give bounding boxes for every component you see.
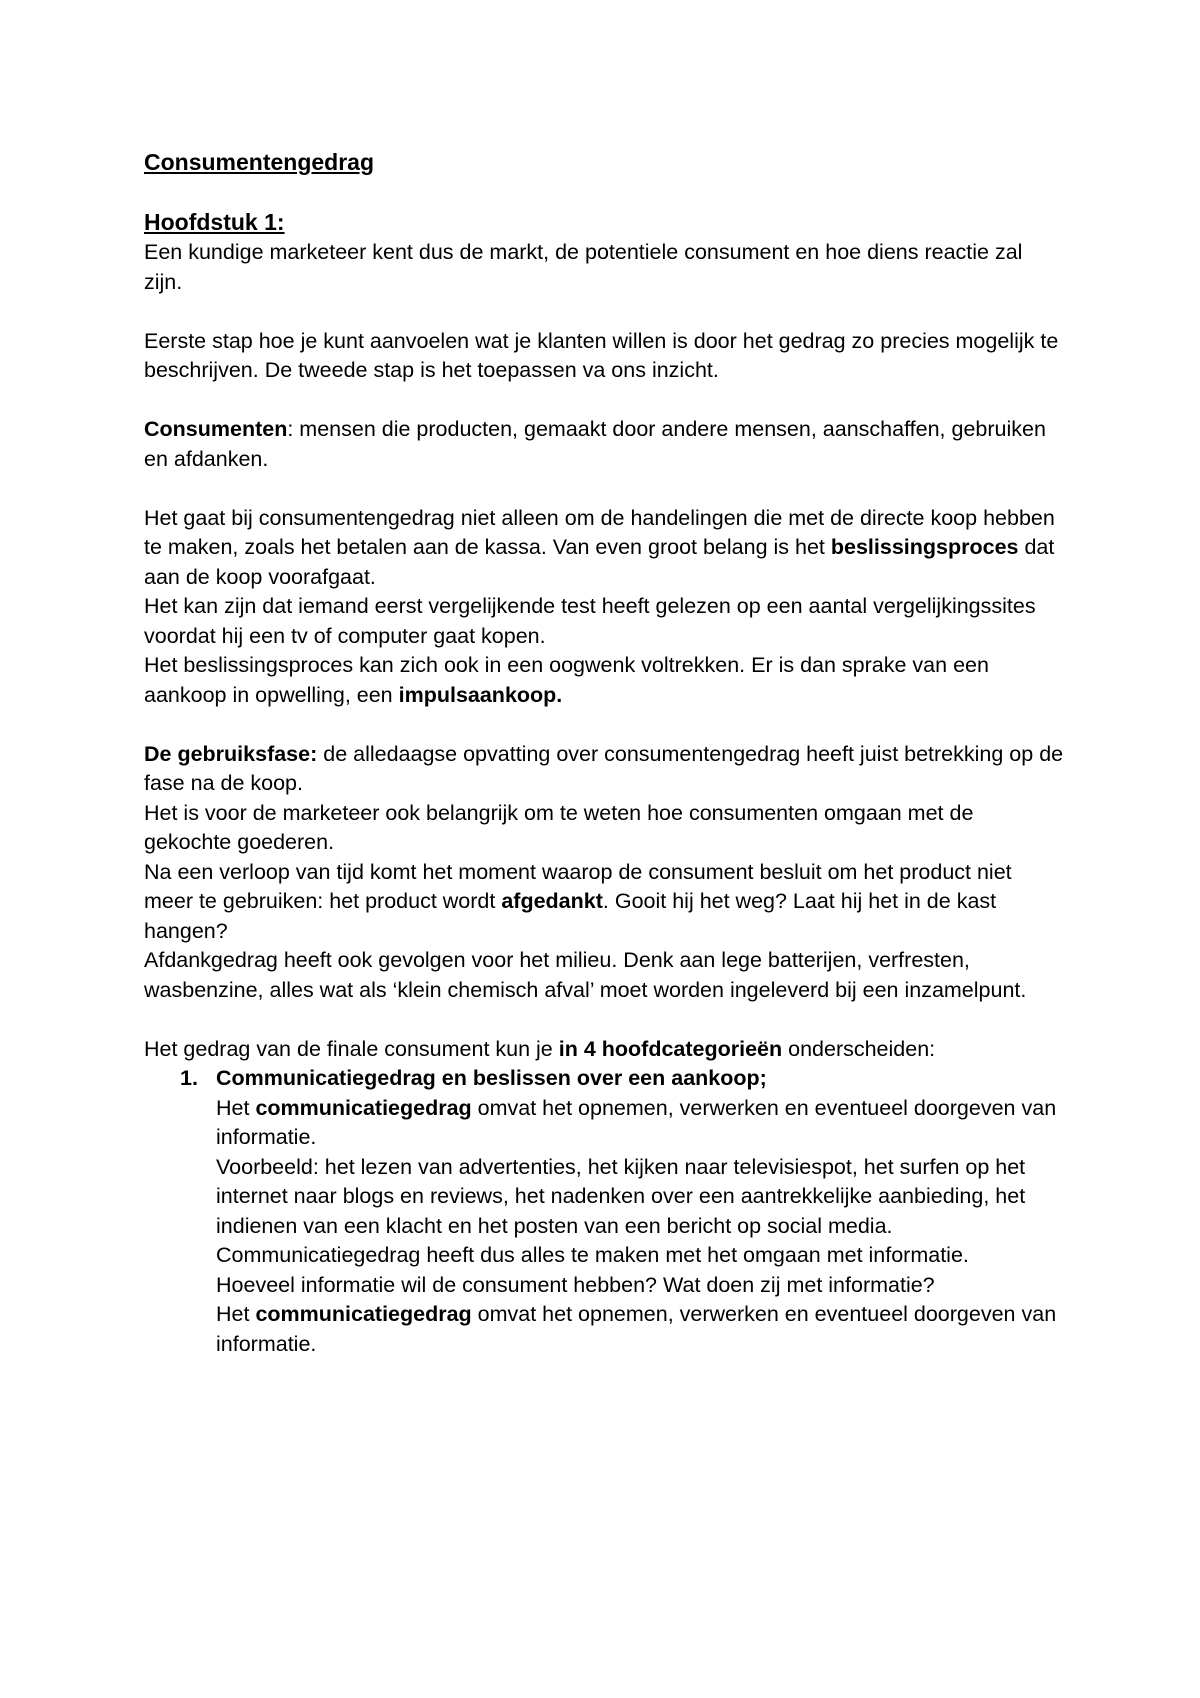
paragraph-intro: Een kundige marketeer kent dus de markt, de potentiele consument en hoe diens reactie zal zijn. [144,240,1023,294]
text-span: dat aan de koop voorafgaat. [144,535,1055,589]
paragraph-environment: Afdankgedrag heeft ook gevolgen voor het milieu. Denk aan lege batterijen, verfresten, wasbenzine, alles wat als ‘klein chemisch afval’ moet worden ingeleverd bij een inzamelpunt. [144,948,1027,1002]
list-line [216,1300,1064,1359]
categories-list [144,1064,1064,1359]
list-line: Communicatiegedrag heeft dus alles te maken met het omgaan met informatie. [216,1243,969,1267]
text-span: Het [216,1095,256,1120]
paragraph-categories [144,1035,1064,1065]
list-number: 1. [180,1066,198,1090]
paragraph-impulse [144,651,1064,710]
text-span: Het gaat bij consumentengedrag niet alleen om de handelingen die met de directe koop hebben te maken, zoals het betalen aan de kassa. Van even groot belang is het [144,505,1055,559]
text-span: Het [216,1302,256,1326]
text-span: Na een verloop van tijd komt het moment waarop de consument besluit om het product niet meer te gebruiken: het product wordt [144,859,1012,913]
paragraph-comparison-sites: Het kan zijn dat iemand eerst vergelijkende test heeft gelezen op een aantal vergelijkingssites voordat hij een tv of computer gaat kopen. [144,594,1036,648]
paragraph-decision-process [144,504,1064,593]
document-title: Consumentengedrag [144,149,375,175]
list-line: Hoeveel informatie wil de consument hebben? Wat doen zij met informatie? [216,1272,935,1297]
term-gebruiksfase: De gebruiksfase: [144,741,318,766]
list-line [216,1094,1064,1153]
term-beslissingsproces: beslissingsproces [830,535,1019,559]
paragraph-first-step: Eerste stap hoe je kunt aanvoelen wat je klanten willen is door het gedrag zo precies mogelijk te beschrijven. De tweede stap is het toepassen va ons inzicht. [144,328,1059,382]
text-span: de alledaagse opvatting over consumentengedrag heeft juist betrekking op de fase na de koop. [144,741,1064,795]
text-span: omvat het opnemen, verwerken en eventueel doorgeven van informatie. [216,1095,1057,1149]
paragraph-discard [144,858,1064,947]
chapter-heading: Hoofdstuk 1: [144,209,285,235]
paragraph-consumers-definition [144,415,1064,474]
paragraph-marketeer-goods: Het is voor de marketeer ook belangrijk om te weten hoe consumenten omgaan met de gekochte goederen. [144,800,974,854]
text-span: omvat het opnemen, verwerken en eventueel doorgeven van informatie. [216,1302,1057,1356]
definition-text: : mensen die producten, gemaakt door andere mensen, aanschaffen, gebruiken en afdanken. [144,417,1046,471]
term-communicatiegedrag: communicatiegedrag [255,1095,472,1120]
term-communicatiegedrag: communicatiegedrag [255,1302,472,1326]
term-consumenten: Consumenten [144,417,288,441]
text-span: onderscheiden: [782,1036,936,1061]
text-span: Het beslissingsproces kan zich ook in een oogwenk voltrekken. Er is dan sprake van een aankoop in opwelling, een [144,653,989,707]
list-item [180,1064,1064,1359]
document-page [144,146,1064,1359]
term-impulsaankoop: impulsaankoop. [398,682,563,707]
text-span: . Gooit hij het weg? Laat hij het in de kast hangen? [144,889,997,943]
list-item-title: Communicatiegedrag en beslissen over een aankoop; [216,1066,767,1090]
paragraph-usage-phase [144,740,1064,799]
text-span: Het gedrag van de finale consument kun je [144,1036,559,1061]
term-afgedankt: afgedankt [501,889,603,913]
list-line: Voorbeeld: het lezen van advertenties, het kijken naar televisiespot, het surfen op het internet naar blogs en reviews, het nadenken over een aantrekkelijke aanbieding, het indienen van een klacht en het posten van een bericht op social media. [216,1154,1026,1238]
term-hoofdcategorieen: in 4 hoofdcategorieën [558,1036,783,1061]
